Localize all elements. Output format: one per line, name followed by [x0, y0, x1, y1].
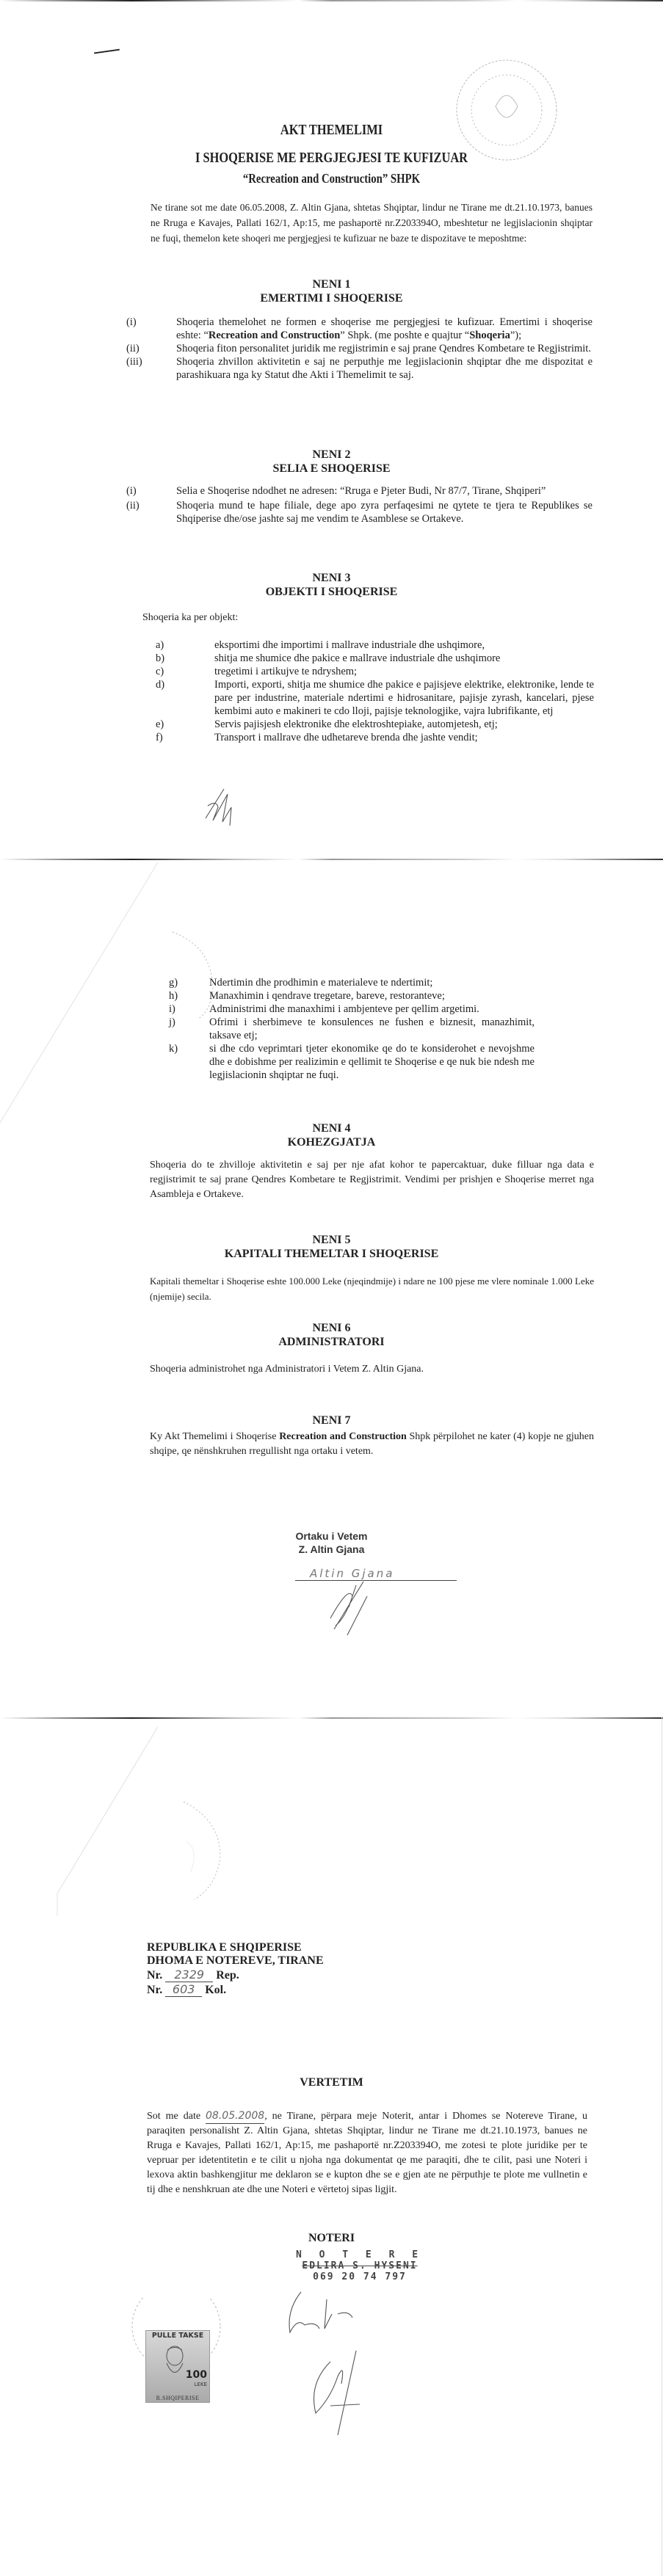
- article-1-list: [126, 316, 593, 382]
- tax-stamp-unit: LEKE: [194, 2382, 207, 2387]
- item-label: i): [169, 1003, 175, 1015]
- list-item: [156, 678, 594, 718]
- item-label: e): [156, 718, 164, 730]
- item-label: d): [156, 679, 165, 691]
- article-3-title: OBJEKTI I SHOQERISE: [265, 586, 398, 598]
- item-text: Ndertimin dhe prodhimin e materialeve te ndertimit;: [209, 977, 433, 989]
- document-title: AKT THEMELIMI: [280, 122, 383, 138]
- article-2-title: SELIA E SHOQERISE: [272, 462, 391, 475]
- item-label: j): [169, 1016, 175, 1028]
- article-3-number: NENI 3: [312, 572, 351, 584]
- page-1-initials-signature: [202, 785, 246, 829]
- tax-stamp-title: PULLE TAKSE: [151, 2332, 204, 2340]
- article-5-text: Kapitali themeltar i Shoqerise eshte 100.000 Leke (njeqindmije) i ndare ne 100 pjese me vlere nominale 1.000 Leke (njemije) secila.: [150, 1276, 594, 1302]
- page-break-2: [0, 1717, 663, 1719]
- list-item: [169, 1016, 535, 1042]
- vertetim-title: VERTETIM: [300, 2076, 363, 2089]
- list-item: [156, 638, 594, 652]
- vertetim-text: Sot me date 08.05.2008, ne Tirane, përpara meje Noterit, antar i Dhomes se Notereve Tirane, u paraqiten personalisht Z. Altin Gjana, shtetas Shqiptar, lindur ne Tirane me dt.21.10.1973, banues ne Rruga e Kavajes, Pallati 162/1, Ap:15, me pashaportë nr.Z203394O, me zotesi te plote juridike per te vepruar per idetentitetin e te cilit u njoha nga dokumentat qe me paraqiti, dhe te cilit, pasi une Noteri i lexova aktin bashkengjitur me deklaron se e kupton dhe se e gjen ate ne përputhje te plote me vullnetin e tij dhe e nenshkruan ate dhe une Noteri e vërtetoj sipas ligjit.: [147, 2110, 587, 2195]
- signatory-role: Ortaku i Vetem: [295, 1530, 368, 1542]
- page-top-edge: [0, 0, 663, 1]
- notary-title: NOTERI: [308, 2232, 355, 2244]
- list-item: [126, 499, 593, 525]
- notary-stamp-name: EDLIRA S. HYSENI: [302, 2260, 418, 2271]
- notary-stamp-role: N O T E R E: [295, 2249, 424, 2260]
- handwritten-text: Altin Gjana: [310, 1567, 395, 1580]
- item-text: Administrimi dhe manaxhimi i ambjenteve per qellim argetimi.: [209, 1003, 479, 1015]
- item-text: eksportimi dhe importimi i mallrave industriale dhe ushqimore,: [214, 639, 485, 651]
- vertetim-date: 08.05.2008: [206, 2109, 264, 2124]
- article-6-title: ADMINISTRATORI: [278, 1336, 385, 1348]
- article-4-number: NENI 4: [312, 1122, 351, 1135]
- article-2-number: NENI 2: [312, 448, 351, 461]
- item-text: si dhe cdo veprimtari tjeter ekonomike qe do te konsiderohet e nevojshme dhe e dobishme per realizimin e qellimit te Shoqerise e qe nuk bie ndesh me legjislacionin shqiptar ne fuqi.: [209, 1043, 535, 1081]
- intro-paragraph: Ne tirane sot me date 06.05.2008, Z. Altin Gjana, shtetas Shqiptar, lindur ne Tirane me dt.21.10.1973, banues ne Rruga e Kavajes, Pallati 162/1, Ap:15, me pashaportë nr.Z203394O, mbeshtetur ne legjislacionin shqiptar ne fuqi, themelon kete shoqeri me pergjegjesi te kufizuar ne baze te dispozitave te meposhtme:: [151, 202, 593, 244]
- item-text: Transport i mallrave dhe udhetareve brenda dhe jashte vendit;: [214, 732, 478, 743]
- tax-stamp: [145, 2330, 210, 2403]
- list-item: [126, 484, 593, 498]
- item-text: Selia e Shoqerise ndodhet ne adresen: “Rruga e Pjeter Budi, Nr 87/7, Tirane, Shqiperi”: [176, 485, 546, 497]
- item-text: Manaxhimin i qendrave tregetare, bareve, restoranteve;: [209, 990, 445, 1002]
- item-label: f): [156, 732, 163, 743]
- tax-stamp-value: 100: [185, 2369, 207, 2381]
- item-label: g): [169, 977, 178, 989]
- signatory-name: Z. Altin Gjana: [298, 1543, 365, 1555]
- article-2-list: [126, 484, 593, 525]
- item-text: Shoqeria fiton personalitet juridik me regjistrimin e saj prane Qendres Kombetare te Regjistrimit.: [176, 343, 591, 354]
- list-item: [156, 652, 594, 665]
- list-item: [169, 989, 535, 1003]
- item-text: Shoqeria zhvillon aktivitetin e saj ne perputhje me legjislacionin shqiptar dhe me dispozitat e parashikuara nga ky Statut dhe Akti i Themelimit te saj.: [176, 356, 593, 381]
- list-item: [156, 718, 594, 731]
- rep-number-value: 2329: [165, 1968, 213, 1982]
- article-3-list-continued: [169, 976, 535, 1082]
- item-label: a): [156, 639, 164, 651]
- list-item: [156, 665, 594, 678]
- item-label: h): [169, 990, 178, 1002]
- page-3-faint-seal: [162, 1798, 228, 1901]
- article-4-title: KOHEZGJATJA: [287, 1136, 376, 1149]
- company-name-line: “Recreation and Construction” SHPK: [242, 171, 421, 186]
- item-text: Importi, exporti, shitja me shumice dhe pakice e pajisjeve elektrike, elektronike, lende te pare per industrine, materiale ndertimi e hidrosanitare, pajisje zyrash, kancelari, pjese kembimi auto e makineri te cdo lloji, pajisje teknologjike, vajra lubrifikante, etj: [214, 679, 594, 717]
- article-6-number: NENI 6: [312, 1322, 351, 1334]
- kol-number-value: 603: [165, 1982, 202, 1997]
- item-text: Shoqeria themelohet ne formen e shoqerise me pergjegjesi te kufizuar. Emertimi i shoqerise eshte: “Recreation and Construction” Shpk. (me poshte e quajtur “Shoqeria”);: [176, 316, 593, 341]
- item-text: Ofrimi i sherbimeve te konsulences ne fushen e biznesit, manazhimit, taksave etj;: [209, 1016, 535, 1041]
- item-label: b): [156, 652, 165, 664]
- article-3-list: [156, 638, 594, 744]
- article-1-number: NENI 1: [312, 278, 351, 291]
- kol-number-line: Nr. 603 Kol.: [147, 1982, 227, 1996]
- notary-stamp-phone: 069 20 74 797: [313, 2271, 407, 2282]
- margin-mark: [94, 49, 120, 54]
- header-chamber: DHOMA E NOTEREVE, TIRANE: [147, 1954, 324, 1967]
- document-subtitle: I SHOQERISE ME PERGJEGJESI TE KUFIZUAR: [195, 150, 468, 166]
- article-3-lead: Shoqeria ka per objekt:: [142, 612, 239, 623]
- list-item: [169, 976, 535, 989]
- tax-stamp-country: R.SHQIPERISE: [156, 2395, 200, 2401]
- article-7-number: NENI 7: [312, 1414, 351, 1427]
- item-label: (iii): [126, 356, 142, 368]
- article-5-number: NENI 5: [312, 1234, 351, 1246]
- item-label: c): [156, 666, 164, 677]
- item-text: Servis pajisjesh elektronike dhe elektroshtepiake, automjetesh, etj;: [214, 718, 498, 730]
- signatory-signature: [327, 1578, 378, 1637]
- article-4-text: Shoqeria do te zhvilloje aktivitetin e saj per nje afat kohor te papercaktuar, duke filluar nga data e regjistrimit te saj prane Qendres Kombetare te Regjistrimit. Vendimi per prishjen e Shoqerise merret nga Asambleja e Ortakeve.: [150, 1160, 594, 1200]
- page-3-corner-fold: [51, 1725, 169, 1915]
- article-1-title: EMERTIMI I SHOQERISE: [260, 292, 403, 305]
- item-label: k): [169, 1043, 178, 1055]
- item-text: shitja me shumice dhe pakice e mallrave industriale dhe ushqimore: [214, 652, 501, 664]
- item-label: (i): [126, 316, 137, 328]
- page-2-corner-fold: [0, 859, 162, 1123]
- item-text: Shoqeria mund te hape filiale, dege apo zyra perfaqesimi ne qytete te tjera te Republikes se Shqiperise dhe/ose jashte saj me vendim te Asamblese se Ortakeve.: [176, 500, 593, 525]
- list-item: [169, 1003, 535, 1016]
- article-6-text: Shoqeria administrohet nga Administratori i Vetem Z. Altin Gjana.: [150, 1364, 424, 1375]
- list-item: [156, 731, 594, 744]
- list-item: [169, 1042, 535, 1082]
- notary-signature: [286, 2288, 396, 2435]
- item-label: (i): [126, 485, 137, 497]
- item-label: (ii): [126, 343, 140, 354]
- list-item: [126, 342, 593, 355]
- rep-number-line: Nr. 2329 Rep.: [147, 1968, 239, 1982]
- header-republic: REPUBLIKA E SHQIPERISE: [147, 1941, 302, 1954]
- item-text: tregetimi i artikujve te ndryshem;: [214, 666, 358, 677]
- article-5-title: KAPITALI THEMELTAR I SHOQERISE: [224, 1248, 439, 1260]
- list-item: [126, 316, 593, 342]
- article-7-text: Ky Akt Themelimi i Shoqerise Recreation and Construction Shpk përpilohet ne kater (4) kopje ne gjuhen shqipe, qe nënshkruhen rregullisht nga ortaku i vetem.: [150, 1431, 594, 1457]
- notary-stamp-block: [286, 2249, 433, 2282]
- list-item: [126, 355, 593, 382]
- item-label: (ii): [126, 500, 140, 512]
